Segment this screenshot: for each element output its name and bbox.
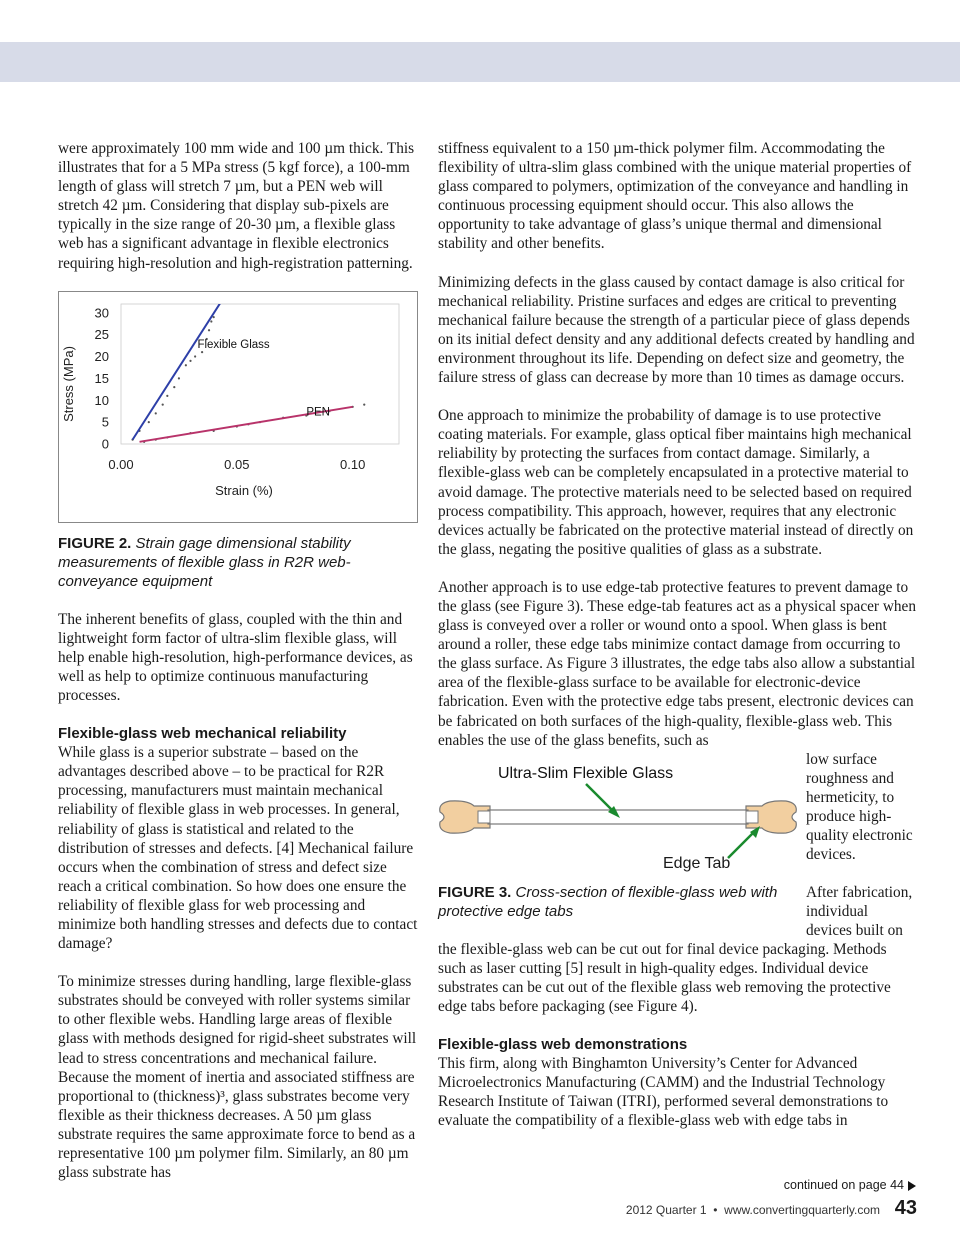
y-tick-label: 30 xyxy=(94,304,109,320)
header-band xyxy=(0,42,960,82)
body-paragraph: The inherent benefits of glass, coupled with the thin and lightweight form factor of ultra-slim flexible glass, will help enable high-resolution, high-performance devices, as well as help to optimize continuous manufacturing processes. xyxy=(58,610,413,705)
data-point xyxy=(210,320,212,322)
footer-bullet: • xyxy=(713,1203,718,1217)
data-point xyxy=(189,359,191,361)
y-tick-label: 10 xyxy=(94,392,109,408)
body-paragraph: While glass is a superior substrate – based on the advantages described above – to be practical for R2R processing, manufacturers must maintain mechanical reliability of flexible glass in web processes. In general, reliability of glass is statistical and related to the distribution of stresses and defects. [4] Mechanical failure occurs when the combination of stress and defect size reach a critical combination. So how does one ensure the reliability of flexible glass for web processing and minimize both handling stresses and defects due to contact damage? xyxy=(58,744,418,953)
body-paragraph: One approach to minimize the probability of damage is to use protective coating materials. For example, glass optical fiber maintains high mechanical reliability by protecting the surfaces from contact damage. Similarly, a flexible-glass web can be completely encapsulated in a protective material to avoid damage. The protective materials need to be selected based on required process compatibility. This approach, however, requires that any electronic devices actually be fabricated on the protective material instead of directly on the glass, negating the positive qualities of glass as a substrate. xyxy=(438,407,914,558)
body-paragraph: low surface roughness and hermeticity, to produce high-quality electronic devices. xyxy=(806,750,913,864)
tab-pointer-arrow xyxy=(728,830,756,858)
body-paragraph: Minimizing defects in the glass caused by contact damage is also critical for mechanical reliability. Pristine surfaces and edges are critical to preventing mechanical failure because the strength of a particular piece of glass depends on its initial defect density and any additional defects created by handling and environment throughout its life. Depending on defect size and geometry, the failure stress of glass can decrease by more than 10 times as damage occurs. xyxy=(438,273,915,387)
y-tick-label: 5 xyxy=(101,414,109,430)
figure-3-glass-label: Ultra-Slim Flexible Glass xyxy=(498,764,674,782)
body-paragraph: the flexible-glass web can be cut out for final device packaging. Methods such as laser cutting [5] result in high-quality edges. Individual device substrates can be cut out of the flexible glass web removing the protective edge tabs before packaging (see Figure 4). xyxy=(438,940,891,1015)
data-point xyxy=(166,394,168,396)
data-point xyxy=(155,412,157,414)
figure-3-caption-text: Cross-section of flexible-glass web with protective edge tabs xyxy=(438,883,778,920)
arrow-right-icon xyxy=(908,1181,916,1191)
website-url: www.convertingquarterly.com xyxy=(724,1203,880,1217)
figure-2-chart xyxy=(58,291,418,523)
body-paragraph: This firm, along with Binghamton University’s Center for Advanced Microelectronics Manufacturing (CAMM) and the Industrial Technology Research Institute of Taiwan (ITRI), performed several demonstrations to evaluate the compatibility of a flexible-glass web with edge tabs in xyxy=(438,1055,889,1130)
figure-3 xyxy=(438,750,798,940)
y-tick-label: 20 xyxy=(94,348,109,364)
data-point xyxy=(185,364,187,366)
data-point xyxy=(208,329,210,331)
data-point xyxy=(363,403,365,405)
strain-stress-plot xyxy=(59,292,417,522)
series-label: Flexible Glass xyxy=(197,338,270,351)
page-footer xyxy=(626,1203,880,1217)
data-point xyxy=(148,421,150,423)
edge-tab-cross-section xyxy=(438,756,798,886)
data-point xyxy=(178,377,180,379)
y-axis-label: Stress (MPa) xyxy=(61,345,76,422)
y-tick-label: 25 xyxy=(94,326,109,342)
data-point xyxy=(213,316,215,318)
data-point xyxy=(173,386,175,388)
data-point xyxy=(201,351,203,353)
data-point xyxy=(162,403,164,405)
body-paragraph: stiffness equivalent to a 150 µm-thick polymer film. Accommodating the flexibility of ultra-slim glass combined with the unique material properties of glass compared to polymers, optimization of the conveyance and handling in continuous processing equipment should occur. This also allows the opportunity to take advantage of glass’s unique thermal and dimensional stability and other benefits. xyxy=(438,140,912,253)
left-column xyxy=(58,139,418,1182)
series-label: PEN xyxy=(306,406,330,419)
figure-2-label: FIGURE 2. xyxy=(58,534,132,552)
body-paragraph: After fabrication, individual devices built on xyxy=(806,884,913,940)
page-number: 43 xyxy=(894,1197,917,1219)
y-tick-label: 0 xyxy=(101,436,109,452)
section-heading-reliability: Flexible-glass web mechanical reliability xyxy=(58,725,347,743)
x-tick-label: 0.05 xyxy=(224,456,250,472)
figure-3-caption xyxy=(438,883,783,921)
continued-text: continued on page 44 xyxy=(783,1178,904,1192)
x-tick-label: 0.10 xyxy=(340,456,366,472)
y-tick-label: 15 xyxy=(94,370,109,386)
figure-2-caption xyxy=(58,534,418,591)
body-paragraph: Another approach is to use edge-tab protective features to prevent damage to the glass (see Figure 3). These edge-tab features act as a physical spacer when glass is conveyed over a roller or wound onto a spool. When glass is bent around a roller, these edge tabs minimize contact damage from occurring to the glass surface. As Figure 3 illustrates, the edge tabs also allow a substantial area of the flexible-glass surface to be available for electronic-device fabrication. Even with the protective edge tabs present, electronic devices can be fabricated on both surfaces of the high-quality, flexible-glass web. This enables the use of the glass benefits, such as xyxy=(438,578,916,749)
x-axis-label: Strain (%) xyxy=(215,482,273,498)
issue-label: 2012 Quarter 1 xyxy=(625,1203,707,1217)
figure-3-side-text xyxy=(806,750,916,940)
right-column xyxy=(438,139,916,1130)
data-point xyxy=(194,355,196,357)
series-line xyxy=(133,295,226,439)
body-paragraph: were approximately 100 mm wide and 100 µm thick. This illustrates that for a 5 MPa stress (5 kgf force), a 100-mm length of glass will stretch 7 µm, but a PEN web will stretch 42 µm. Considering that display sub-pixels are typically in the size range of 20-30 µm, a flexible glass web has a significant advantage in flexible electronics requiring high-resolution and high-registration patterning. xyxy=(58,140,415,272)
figure-3-edge-tab-label: Edge Tab xyxy=(663,854,731,872)
section-heading-demonstrations: Flexible-glass web demonstrations xyxy=(438,1036,688,1054)
x-tick-label: 0.00 xyxy=(108,456,134,472)
body-paragraph: To minimize stresses during handling, large flexible-glass substrates should be conveyed with roller systems similar to other flexible webs. Handling large areas of flexible glass with methods designed for rigid-sheet substrates will lead to stress concentrations and mechanical failure. Because the moment of inertia and associated stiffness are proportional to (thickness)³, glass substrates become very flexible as their thickness decreases. A 50 µm glass substrate requires the same approximate force to bend as a representative 100 µm polymer film. Similarly, an 80 µm glass substrate has xyxy=(58,973,417,1182)
figure-2-caption-text: Strain gage dimensional stability measurements of flexible glass in R2R web-conveyance equipment xyxy=(58,534,351,590)
figure-3-label: FIGURE 3. xyxy=(438,883,512,901)
continued-link xyxy=(784,1178,916,1192)
